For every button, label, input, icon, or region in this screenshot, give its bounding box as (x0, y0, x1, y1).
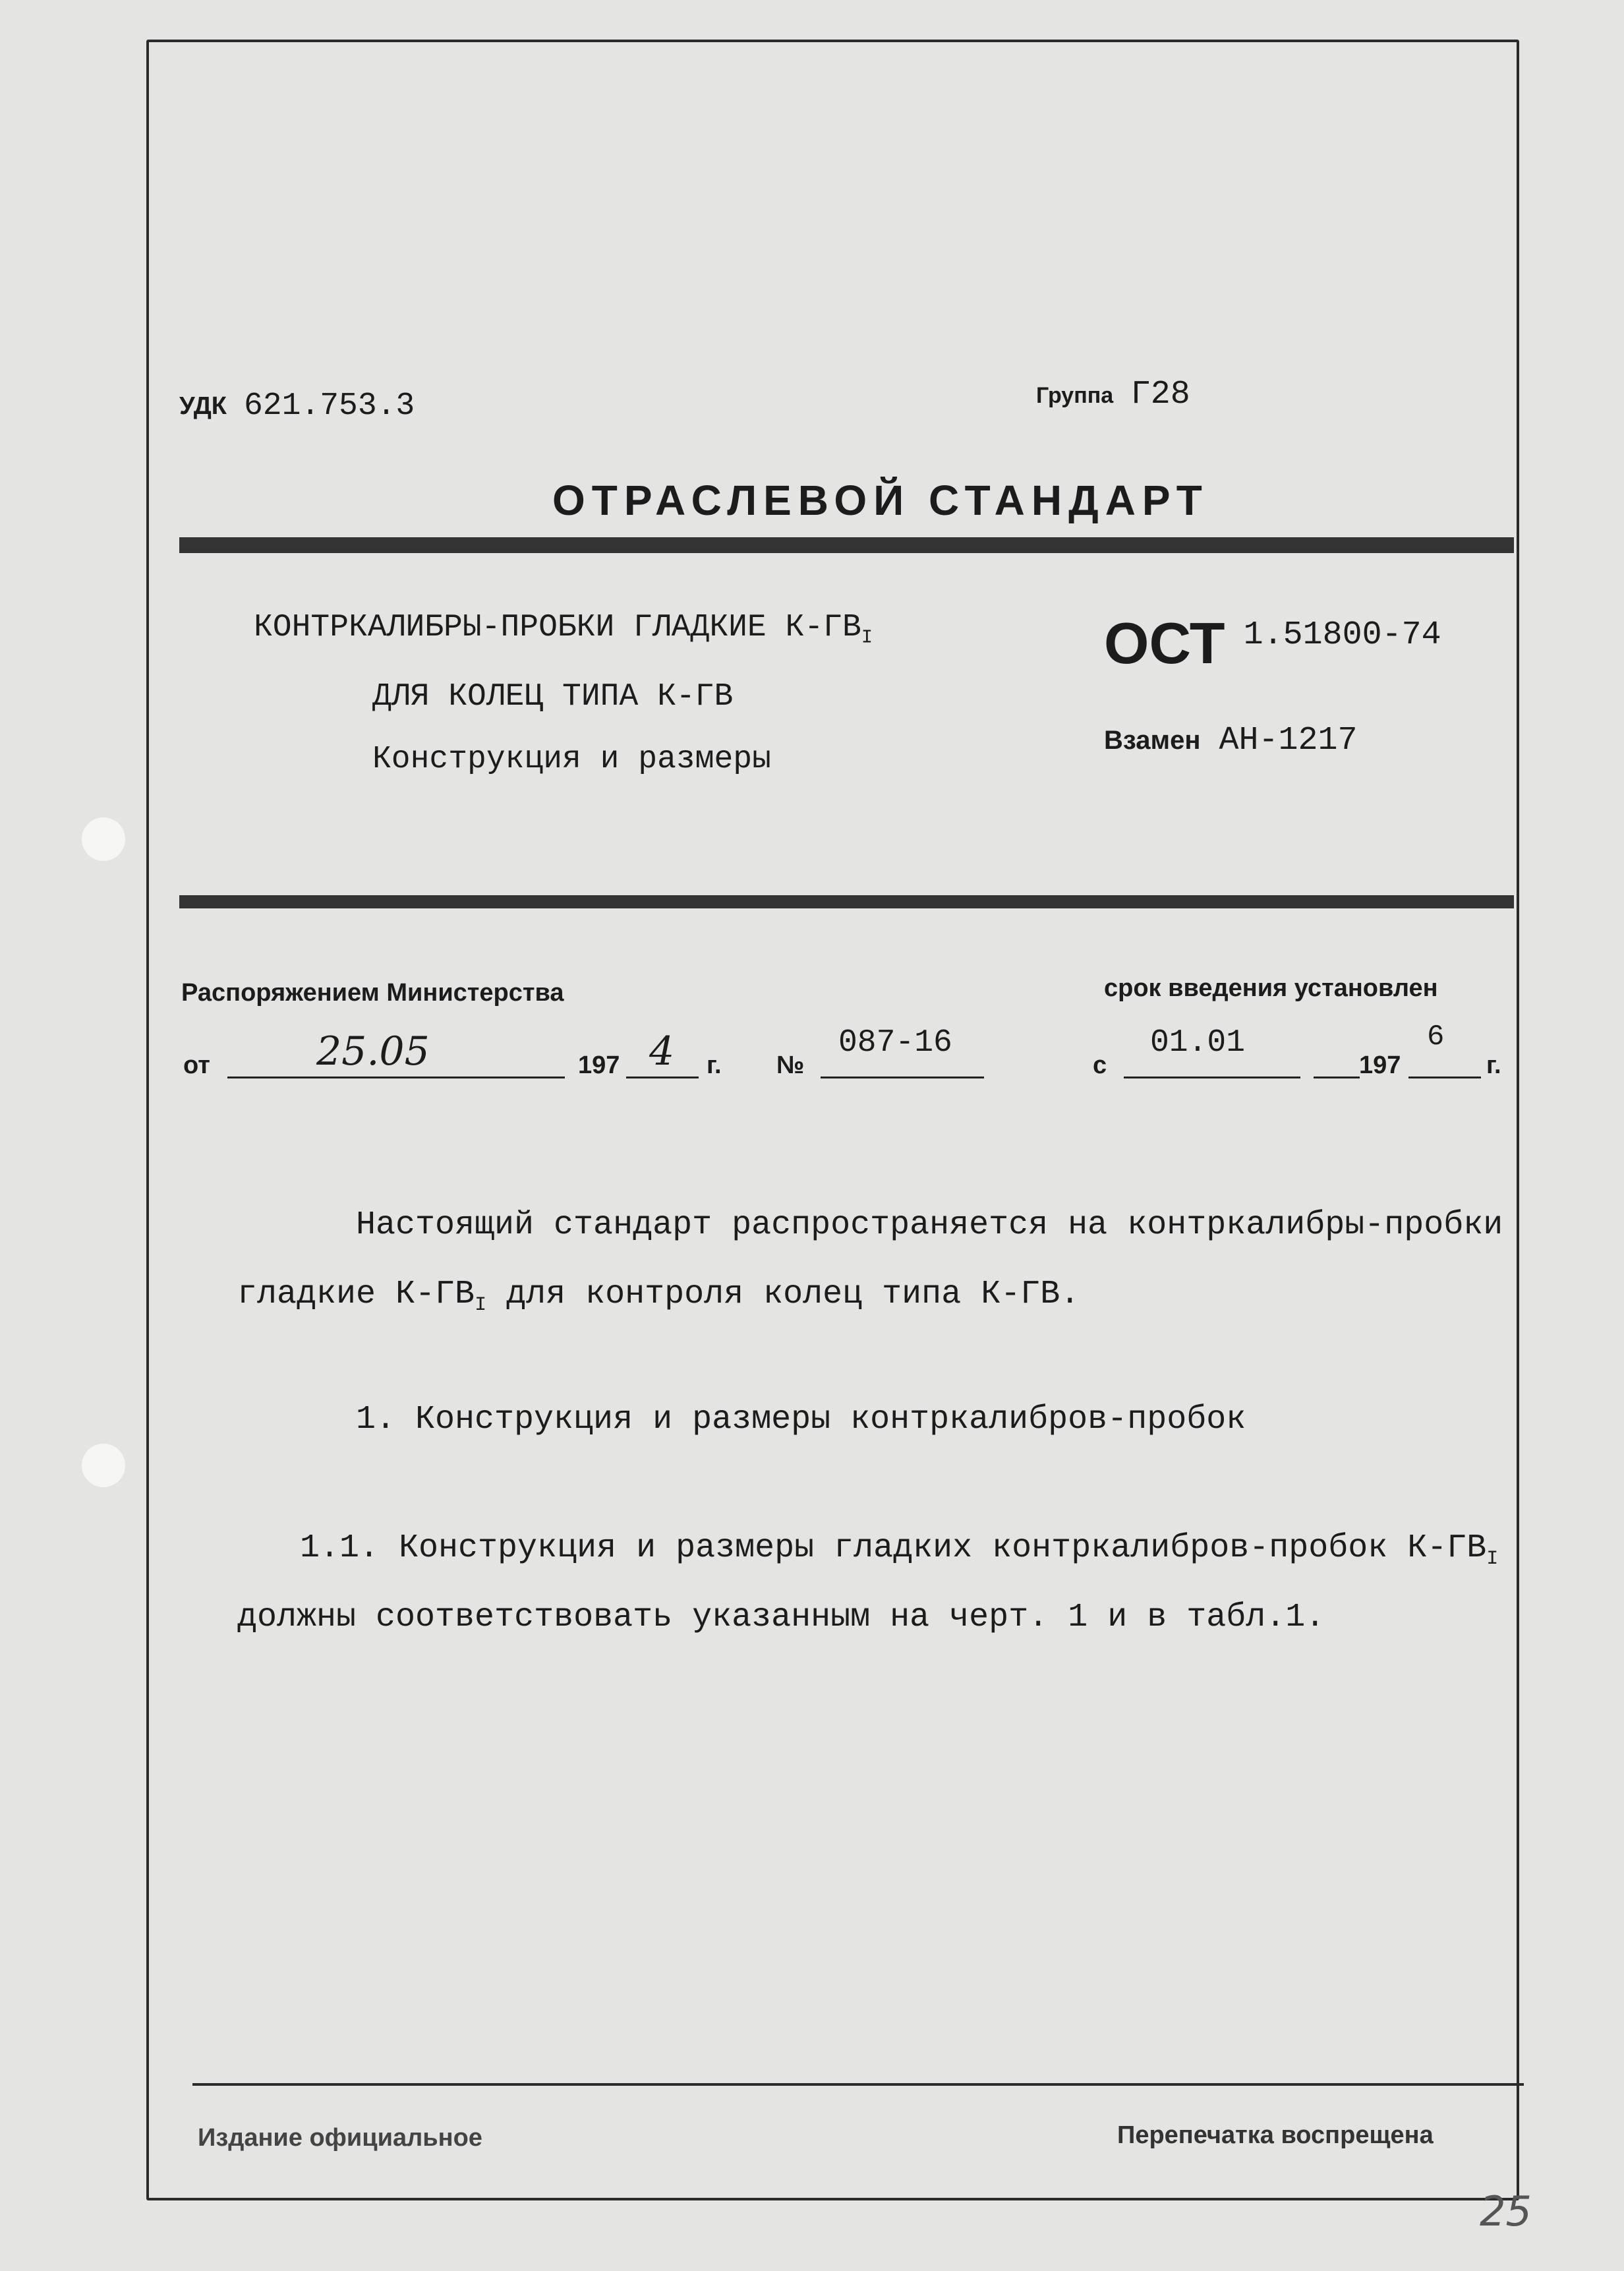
group-value: Г28 (1130, 376, 1190, 413)
paragraph-1-1-text: 1.1. Конструкция и размеры гладких контркалибров-пробок К-ГВ (300, 1529, 1487, 1567)
group-label: Группа (1036, 383, 1114, 408)
punch-hole-top (82, 817, 125, 861)
ost-number: 1.51800-74 (1243, 616, 1441, 654)
effective-year-suffix: г. (1486, 1051, 1501, 1079)
replaces-line (1104, 722, 1358, 759)
page-frame (146, 40, 1519, 2200)
order-year-suffix: г. (707, 1051, 722, 1079)
intro-subscript: I (475, 1294, 487, 1316)
ost-designation (1104, 610, 1441, 677)
effective-year-gap-line (1314, 1077, 1360, 1078)
title-line-1-subscript: I (861, 626, 873, 649)
effective-from-label: с (1093, 1051, 1107, 1079)
paragraph-1-1-subscript: I (1486, 1548, 1499, 1570)
order-number-label: № (776, 1051, 805, 1079)
title-rule (179, 895, 1514, 908)
title-line-3: Конструкция и размеры (372, 742, 771, 777)
order-label: Распоряжением Министерства (181, 979, 564, 1007)
intro-line-1: Настоящий стандарт распространяется на контркалибры-пробки (356, 1206, 1503, 1244)
effective-label: срок введения установлен (1104, 974, 1438, 1002)
effective-date: 01.01 (1150, 1025, 1246, 1061)
replaces-value: АН-1217 (1219, 722, 1358, 759)
effective-year-line (1408, 1077, 1481, 1078)
page-number: 25 (1480, 2187, 1532, 2235)
footer-reprint-prohibited: Перепечатка воспрещена (1117, 2121, 1434, 2149)
udk-line (179, 386, 415, 424)
group-line (1036, 372, 1190, 413)
order-from-label: от (183, 1051, 210, 1079)
standard-type-heading: ОТРАСЛЕВОЙ СТАНДАРТ (552, 477, 1209, 524)
section-1-heading: 1. Конструкция и размеры контркалибров-пробок (356, 1401, 1246, 1438)
title-line-1-text: КОНТРКАЛИБРЫ-ПРОБКИ ГЛАДКИЕ К-ГВ (254, 610, 861, 645)
paragraph-1-1-line-2: должны соответствовать указанным на черт. 1 и в табл.1. (237, 1599, 1325, 1636)
udk-label: УДК (179, 392, 227, 420)
effective-date-line (1124, 1077, 1300, 1078)
intro-line-2 (237, 1276, 1080, 1316)
order-date-line (227, 1077, 565, 1078)
udk-value: 621.753.3 (243, 388, 415, 424)
title-line-2: ДЛЯ КОЛЕЦ ТИПА К-ГВ (372, 679, 734, 715)
intro-line-2-end: для контроля колец типа К-ГВ. (486, 1276, 1080, 1313)
order-year-digit: 4 (649, 1028, 675, 1075)
intro-line-2-start: гладкие К-ГВ (237, 1276, 475, 1313)
replaces-label: Взамен (1104, 726, 1201, 755)
effective-year-digit: 6 (1427, 1020, 1445, 1053)
order-year-line (626, 1077, 699, 1078)
ost-label: ОСТ (1104, 610, 1225, 676)
footer-official-edition: Издание официальное (198, 2124, 482, 2152)
order-year-prefix: 197 (578, 1051, 620, 1079)
order-date: 25.05 (316, 1028, 430, 1075)
footer-rule (192, 2083, 1524, 2086)
punch-hole-bottom (82, 1444, 125, 1487)
title-line-1 (254, 610, 873, 649)
effective-year-prefix: 197 (1359, 1051, 1401, 1079)
paragraph-1-1-line-1 (300, 1529, 1498, 1570)
order-number-line (821, 1077, 984, 1078)
order-number-value: 087-16 (838, 1025, 952, 1061)
header-rule (179, 537, 1514, 553)
